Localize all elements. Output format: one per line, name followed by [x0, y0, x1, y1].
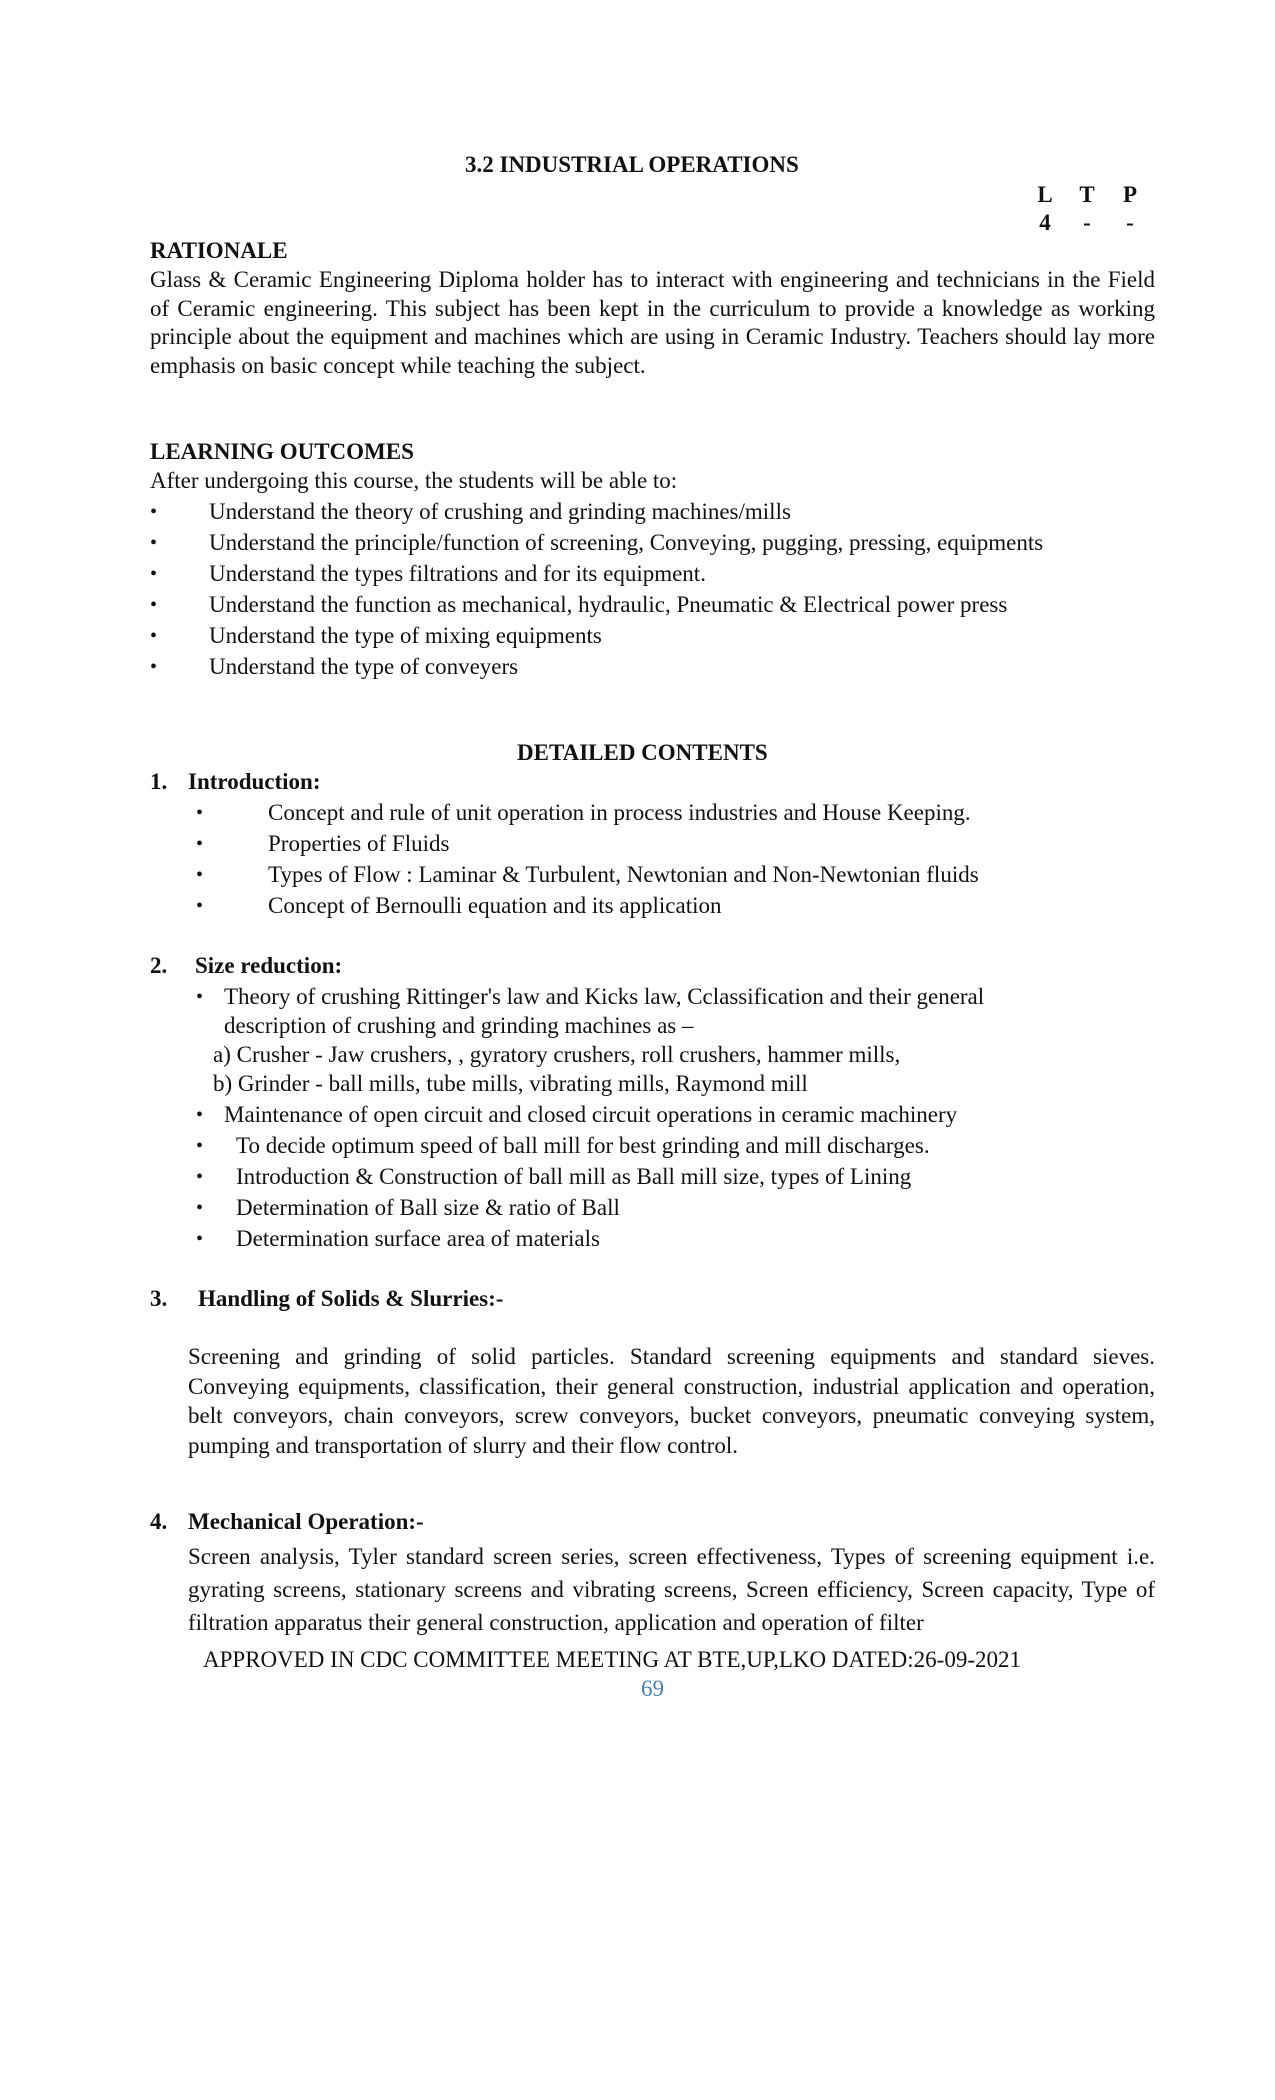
bullet-icon: •: [150, 656, 158, 678]
ltp-header-l: L: [1037, 182, 1053, 207]
list-item: Types of Flow : Laminar & Turbulent, Newtonian and Non-Newtonian fluids: [268, 862, 979, 887]
bullet-icon: •: [196, 1104, 204, 1126]
list-item: Concept of Bernoulli equation and its application: [268, 893, 722, 918]
bullet-icon: •: [196, 833, 204, 855]
section-text: Screening and grinding of solid particles. Standard screening equipments and standard sieves. Conveying equipments, classification, their general construction, industrial application and operation, belt conveyors, chain conveyors, screw conveyors, bucket conveyors, pneumatic conveying system, pumping and transportation of slurry and their flow control.: [188, 1344, 1155, 1458]
ltp-value-l: 4: [1039, 210, 1051, 235]
section-number: 2.: [150, 953, 168, 978]
ltp-value-t: -: [1083, 210, 1091, 235]
section-title: Mechanical Operation:-: [188, 1509, 424, 1534]
list-item: Introduction & Construction of ball mill as Ball mill size, types of Lining: [236, 1164, 912, 1189]
list-item-text: Understand the function as mechanical, hydraulic, Pneumatic & Electrical power press: [209, 592, 1008, 617]
ltp-header-t: T: [1079, 182, 1095, 207]
bullet-icon: •: [150, 563, 158, 585]
list-item: To decide optimum speed of ball mill for best grinding and mill discharges.: [236, 1133, 930, 1158]
bullet-icon: •: [150, 594, 158, 616]
ltp-value-p: -: [1126, 210, 1134, 235]
bullet-icon: •: [196, 802, 204, 824]
bullet-icon: •: [196, 1166, 204, 1188]
list-item: Theory of crushing Rittinger's law and Kicks law, Cclassification and their general: [224, 984, 985, 1009]
section-number: 3.: [150, 1286, 168, 1311]
list-item: Maintenance of open circuit and closed circuit operations in ceramic machinery: [224, 1102, 958, 1127]
list-item: Properties of Fluids: [268, 831, 450, 856]
rationale-heading: RATIONALE: [150, 238, 288, 263]
list-item-text: Understand the types filtrations and for its equipment.: [209, 561, 706, 586]
list-item-text: Understand the principle/function of screening, Conveying, pugging, pressing, equipments: [209, 530, 1044, 555]
section-number: 1.: [150, 769, 168, 794]
bullet-icon: •: [196, 986, 204, 1008]
bullet-icon: •: [196, 1197, 204, 1219]
section-title: Handling of Solids & Slurries:-: [198, 1286, 504, 1311]
learning-outcomes-intro: After undergoing this course, the students will be able to:: [150, 468, 678, 493]
list-subitem: a) Crusher - Jaw crushers, , gyratory crushers, roll crushers, hammer mills,: [213, 1042, 901, 1067]
bullet-icon: •: [196, 1228, 204, 1250]
list-item: Determination surface area of materials: [236, 1226, 600, 1251]
section-text: Screen analysis, Tyler standard screen series, screen effectiveness, Types of screening equipment i.e. gyrating screens, stationary screens and vibrating screens, Screen efficiency, Screen capacity, Type of filtration apparatus their general construction, application and operation of filter: [188, 1544, 1155, 1635]
list-item-text: Understand the type of conveyers: [209, 654, 519, 679]
approval-footer: APPROVED IN CDC COMMITTEE MEETING AT BTE,UP,LKO DATED:26-09-2021: [203, 1647, 1021, 1672]
list-item: Determination of Ball size & ratio of Ball: [236, 1195, 620, 1220]
rationale-text: Glass & Ceramic Engineering Diploma holder has to interact with engineering and technicians in the Field of Ceramic engineering. This subject has been kept in the curriculum to provide a knowledge as working principle about the equipment and machines which are using in Ceramic Industry. Teachers should lay more emphasis on basic concept while teaching the subject.: [150, 267, 1155, 378]
section-title: Introduction:: [188, 769, 321, 794]
page-title: 3.2 INDUSTRIAL OPERATIONS: [465, 152, 799, 177]
list-item-text: Understand the theory of crushing and grinding machines/mills: [209, 499, 791, 524]
bullet-icon: •: [196, 864, 204, 886]
bullet-icon: •: [196, 1135, 204, 1157]
list-item-continuation: description of crushing and grinding machines as –: [224, 1013, 694, 1038]
bullet-icon: •: [150, 532, 158, 554]
bullet-icon: •: [196, 895, 204, 917]
learning-outcomes-heading: LEARNING OUTCOMES: [150, 439, 414, 464]
bullet-icon: •: [150, 501, 158, 523]
section-title: Size reduction:: [195, 953, 343, 978]
ltp-header-p: P: [1122, 182, 1138, 207]
section-number: 4.: [150, 1509, 168, 1534]
bullet-icon: •: [150, 625, 158, 647]
list-subitem: b) Grinder - ball mills, tube mills, vibrating mills, Raymond mill: [213, 1071, 808, 1096]
list-item-text: Understand the type of mixing equipments: [209, 623, 602, 648]
page-number: 69: [641, 1676, 664, 1701]
list-item: Concept and rule of unit operation in process industries and House Keeping.: [268, 800, 971, 825]
detailed-contents-heading: DETAILED CONTENTS: [517, 740, 768, 765]
